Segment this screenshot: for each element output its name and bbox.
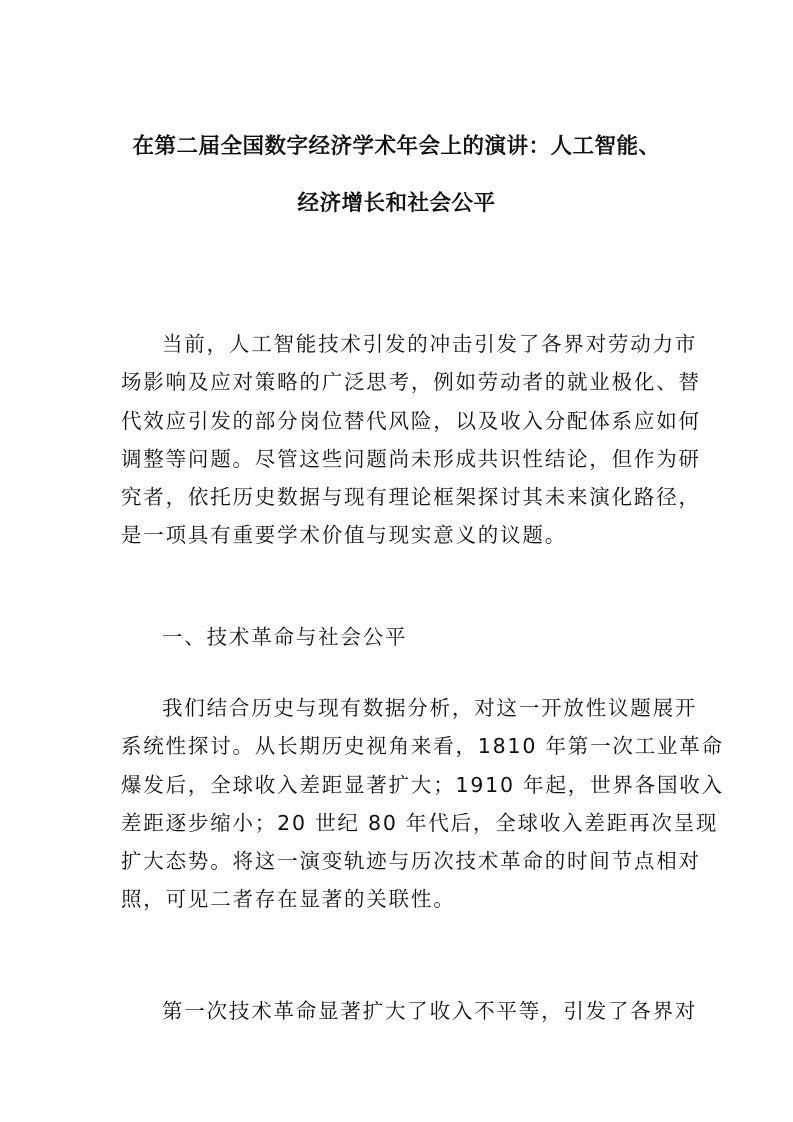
- text-line: 扩大态势。将这一演变轨迹与历次技术革命的时间节点相对: [121, 849, 701, 874]
- text-line: 当前，人工智能技术引发的冲击引发了各界对劳动力市: [162, 332, 698, 356]
- document-title: [110, 126, 683, 225]
- section-heading-text: 一、技术革命与社会公平: [162, 625, 408, 649]
- history-paragraph: [121, 689, 724, 919]
- closing-paragraph: [121, 992, 697, 1030]
- text-line: 调整等问题。尽管这些问题尚未形成共识性结论，但作为研: [121, 446, 701, 471]
- section-heading: [121, 618, 407, 656]
- intro-paragraph: [121, 325, 701, 555]
- text-line: 照，可见二者存在显著的关联性。: [121, 887, 456, 912]
- text-line: 系统性探讨。从长期历史视角来看，1810 年第一次工业革命: [121, 734, 724, 759]
- text-line: 爆发后，全球收入差距显著扩大；1910 年起，世界各国收入: [121, 772, 724, 797]
- title-line-2: 经济增长和社会公平: [297, 191, 496, 216]
- text-line: 第一次技术革命显著扩大了收入不平等，引发了各界对: [162, 999, 698, 1023]
- text-line: 我们结合历史与现有数据分析，对这一开放性议题展开: [162, 696, 698, 720]
- title-line-1: 在第二届全国数字经济学术年会上的演讲：人工智能、: [132, 134, 661, 159]
- text-line: 差距逐步缩小；20 世纪 80 年代后，全球收入差距再次呈现: [121, 810, 719, 835]
- text-line: 究者，依托历史数据与现有理论框架探讨其未来演化路径，: [121, 485, 701, 510]
- text-line: 场影响及应对策略的广泛思考，例如劳动者的就业极化、替: [121, 370, 701, 395]
- text-line: 代效应引发的部分岗位替代风险，以及收入分配体系应如何: [121, 408, 701, 433]
- text-line: 是一项具有重要学术价值与现实意义的议题。: [121, 523, 567, 548]
